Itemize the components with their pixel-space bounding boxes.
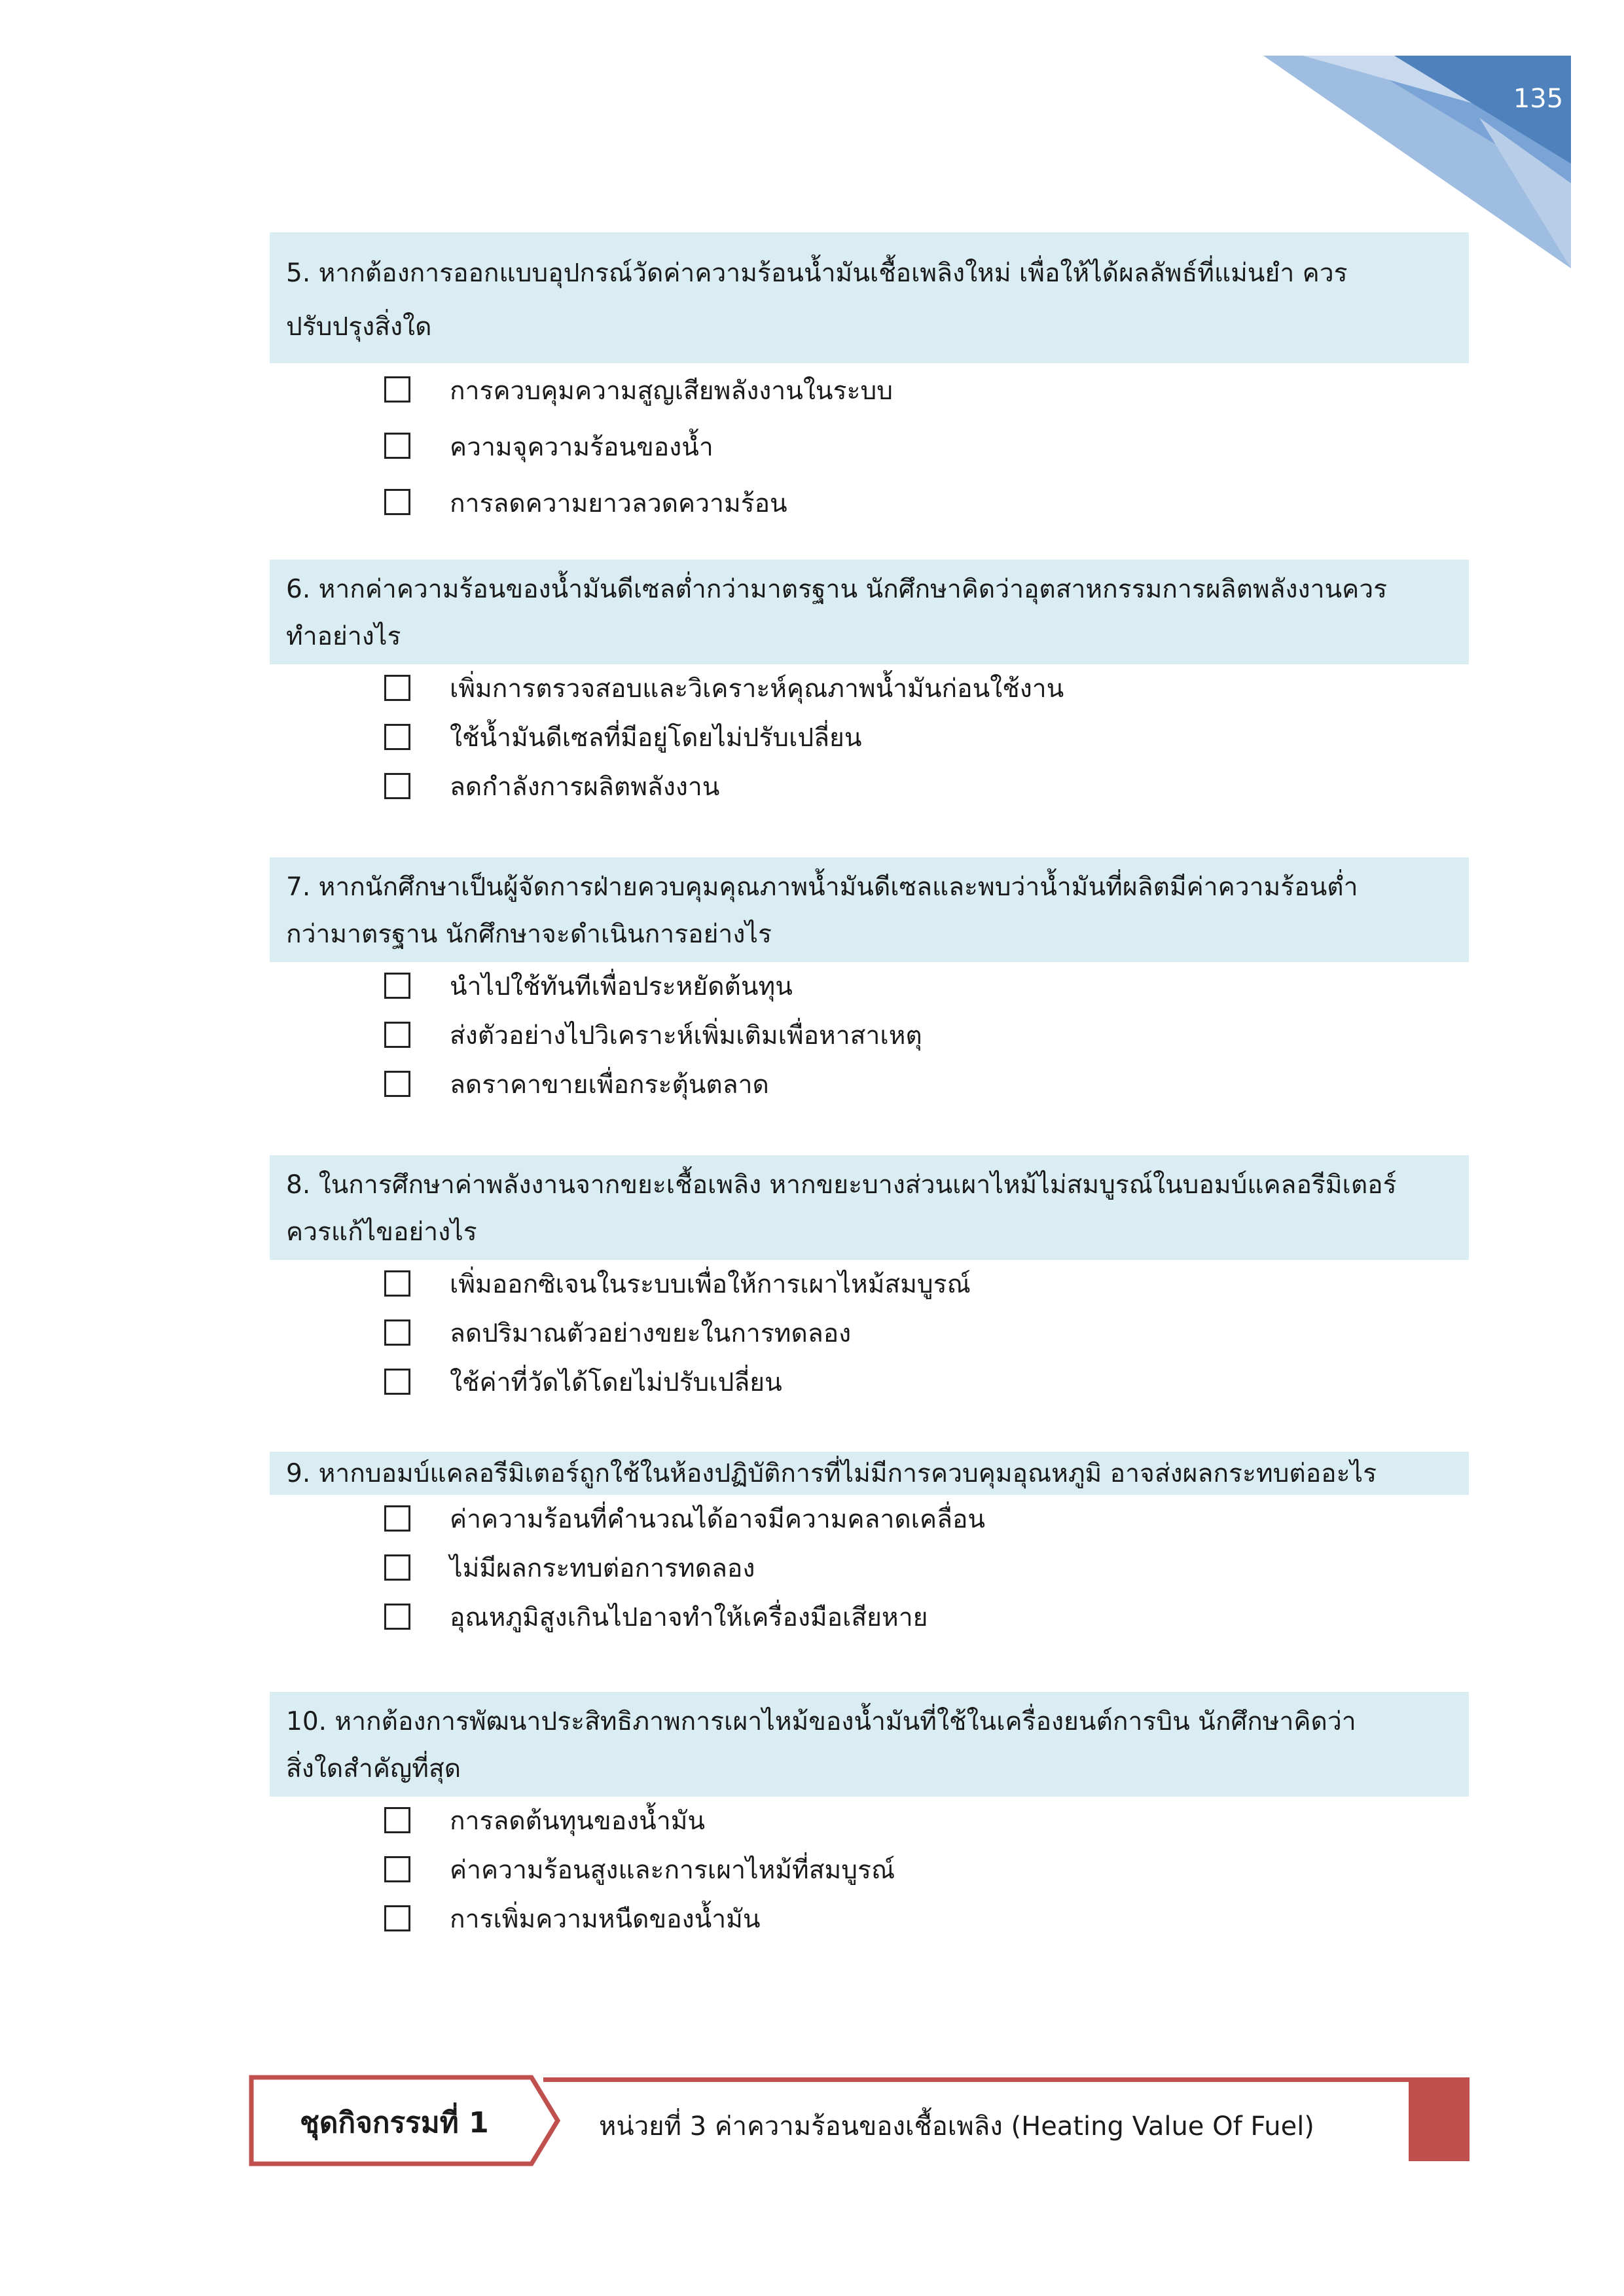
option-row[interactable] — [270, 1309, 1469, 1358]
checkbox[interactable] — [384, 1807, 410, 1833]
checkbox[interactable] — [384, 724, 410, 750]
option-label: การเพิ่มความหนืดของน้ำมัน — [450, 1905, 761, 1934]
option-label: เพิ่มออกซิเจนในระบบเพื่อให้การเผาไหม้สมบูรณ์ — [450, 1270, 971, 1299]
question-text — [270, 1692, 1469, 1797]
checkbox[interactable] — [384, 1319, 410, 1346]
question-6 — [270, 560, 1469, 812]
option-label: ลดกำลังการผลิตพลังงาน — [450, 772, 720, 802]
checkbox[interactable] — [384, 1369, 410, 1395]
checkbox[interactable] — [384, 376, 410, 403]
checkbox[interactable] — [384, 1604, 410, 1630]
checkbox[interactable] — [384, 1022, 410, 1048]
checkbox[interactable] — [384, 1071, 410, 1097]
question-line-2: ทำอย่างไร — [286, 622, 401, 651]
option-label: การลดต้นทุนของน้ำมัน — [450, 1806, 706, 1836]
footer-block — [1409, 2077, 1470, 2161]
question-7 — [270, 857, 1469, 1109]
option-label: นำไปใช้ทันทีเพื่อประหยัดต้นทุน — [450, 972, 793, 1001]
unit-title: หน่วยที่ 3 ค่าความร้อนของเชื้อเพลิง (Heating Value Of Fuel) — [599, 2111, 1314, 2142]
question-line-1: 7. หากนักศึกษาเป็นผู้จัดการฝ่ายควบคุมคุณภาพน้ำมันดีเซลและพบว่าน้ำมันที่ผลิตมีค่าความร้อนต่ำ — [286, 872, 1358, 902]
question-text — [270, 1452, 1469, 1495]
option-row[interactable] — [270, 962, 1469, 1011]
question-text — [270, 560, 1469, 664]
option-label: ไม่มีผลกระทบต่อการทดลอง — [450, 1554, 755, 1583]
question-5 — [270, 232, 1469, 532]
option-row[interactable] — [270, 1358, 1469, 1407]
question-line-2: ควรแก้ไขอย่างไร — [286, 1217, 477, 1247]
question-9 — [270, 1452, 1469, 1642]
question-text — [270, 232, 1469, 363]
question-text — [270, 857, 1469, 962]
checkbox[interactable] — [384, 773, 410, 799]
checkbox[interactable] — [384, 1554, 410, 1581]
question-line-1: 6. หากค่าความร้อนของน้ำมันดีเซลต่ำกว่ามาตรฐาน นักศึกษาคิดว่าอุตสาหกรรมการผลิตพลังงานควร — [286, 575, 1388, 604]
option-label: การควบคุมความสูญเสียพลังงานในระบบ — [450, 376, 893, 406]
option-label: ค่าความร้อนที่คำนวณได้อาจมีความคลาดเคลื่อน — [450, 1505, 986, 1534]
question-text — [270, 1155, 1469, 1260]
page-number: 135 — [1513, 84, 1564, 114]
option-row[interactable] — [270, 1593, 1469, 1642]
question-line-1: 5. หากต้องการออกแบบอุปกรณ์วัดค่าความร้อนน้ำมันเชื้อเพลิงใหม่ เพื่อให้ได้ผลลัพธ์ที่แม่นยำ ควร — [286, 259, 1348, 288]
option-row[interactable] — [270, 476, 1469, 532]
option-row[interactable] — [270, 1846, 1469, 1895]
option-label: เพิ่มการตรวจสอบและวิเคราะห์คุณภาพน้ำมันก่อนใช้งาน — [450, 674, 1064, 704]
question-line-1: 10. หากต้องการพัฒนาประสิทธิภาพการเผาไหม้ของน้ำมันที่ใช้ในเครื่องยนต์การบิน นักศึกษาคิดว่า — [286, 1707, 1356, 1736]
option-row[interactable] — [270, 420, 1469, 476]
checkbox[interactable] — [384, 973, 410, 999]
option-row[interactable] — [270, 664, 1469, 713]
option-label: ลดปริมาณตัวอย่างขยะในการทดลอง — [450, 1319, 852, 1348]
question-line-2: ปรับปรุงสิ่งใด — [286, 312, 432, 342]
checkbox[interactable] — [384, 1505, 410, 1532]
option-row[interactable] — [270, 713, 1469, 762]
question-line-1: 9. หากบอมบ์แคลอรีมิเตอร์ถูกใช้ในห้องปฏิบัติการที่ไม่มีการควบคุมอุณหภูมิ อาจส่งผลกระทบต่ออะไร — [286, 1459, 1377, 1488]
option-label: ส่งตัวอย่างไปวิเคราะห์เพิ่มเติมเพื่อหาสาเหตุ — [450, 1021, 922, 1050]
footer-rule — [543, 2077, 1470, 2082]
option-row[interactable] — [270, 762, 1469, 812]
question-line-2: กว่ามาตรฐาน นักศึกษาจะดำเนินการอย่างไร — [286, 920, 772, 949]
option-row[interactable] — [270, 363, 1469, 420]
option-label: ลดราคาขายเพื่อกระตุ้นตลาด — [450, 1070, 769, 1100]
option-row[interactable] — [270, 1895, 1469, 1944]
option-label: ใช้น้ำมันดีเซลที่มีอยู่โดยไม่ปรับเปลี่ยน — [450, 723, 862, 753]
checkbox[interactable] — [384, 489, 410, 515]
checkbox[interactable] — [384, 675, 410, 701]
option-label: อุณหภูมิสูงเกินไปอาจทำให้เครื่องมือเสียหาย — [450, 1603, 928, 1632]
checkbox[interactable] — [384, 1856, 410, 1882]
page-footer — [249, 2075, 1470, 2173]
question-line-1: 8. ในการศึกษาค่าพลังงานจากขยะเชื้อเพลิง หากขยะบางส่วนเผาไหม้ไม่สมบูรณ์ในบอมบ์แคลอรีมิเตอร์ — [286, 1170, 1397, 1200]
checkbox[interactable] — [384, 1270, 410, 1297]
option-label: ความจุความร้อนของน้ำ — [450, 433, 713, 462]
checkbox[interactable] — [384, 1905, 410, 1931]
question-10 — [270, 1692, 1469, 1944]
option-row[interactable] — [270, 1011, 1469, 1060]
option-row[interactable] — [270, 1260, 1469, 1309]
option-label: ค่าความร้อนสูงและการเผาไหม้ที่สมบูรณ์ — [450, 1856, 895, 1885]
option-row[interactable] — [270, 1060, 1469, 1109]
option-row[interactable] — [270, 1544, 1469, 1593]
option-label: การลดความยาวลวดความร้อน — [450, 489, 787, 518]
checkbox[interactable] — [384, 433, 410, 459]
question-line-2: สิ่งใดสำคัญที่สุด — [286, 1754, 461, 1784]
option-row[interactable] — [270, 1797, 1469, 1846]
option-label: ใช้ค่าที่วัดได้โดยไม่ปรับเปลี่ยน — [450, 1368, 782, 1397]
question-8 — [270, 1155, 1469, 1407]
activity-set-label: ชุดกิจกรรมที่ 1 — [300, 2106, 489, 2140]
option-row[interactable] — [270, 1495, 1469, 1544]
